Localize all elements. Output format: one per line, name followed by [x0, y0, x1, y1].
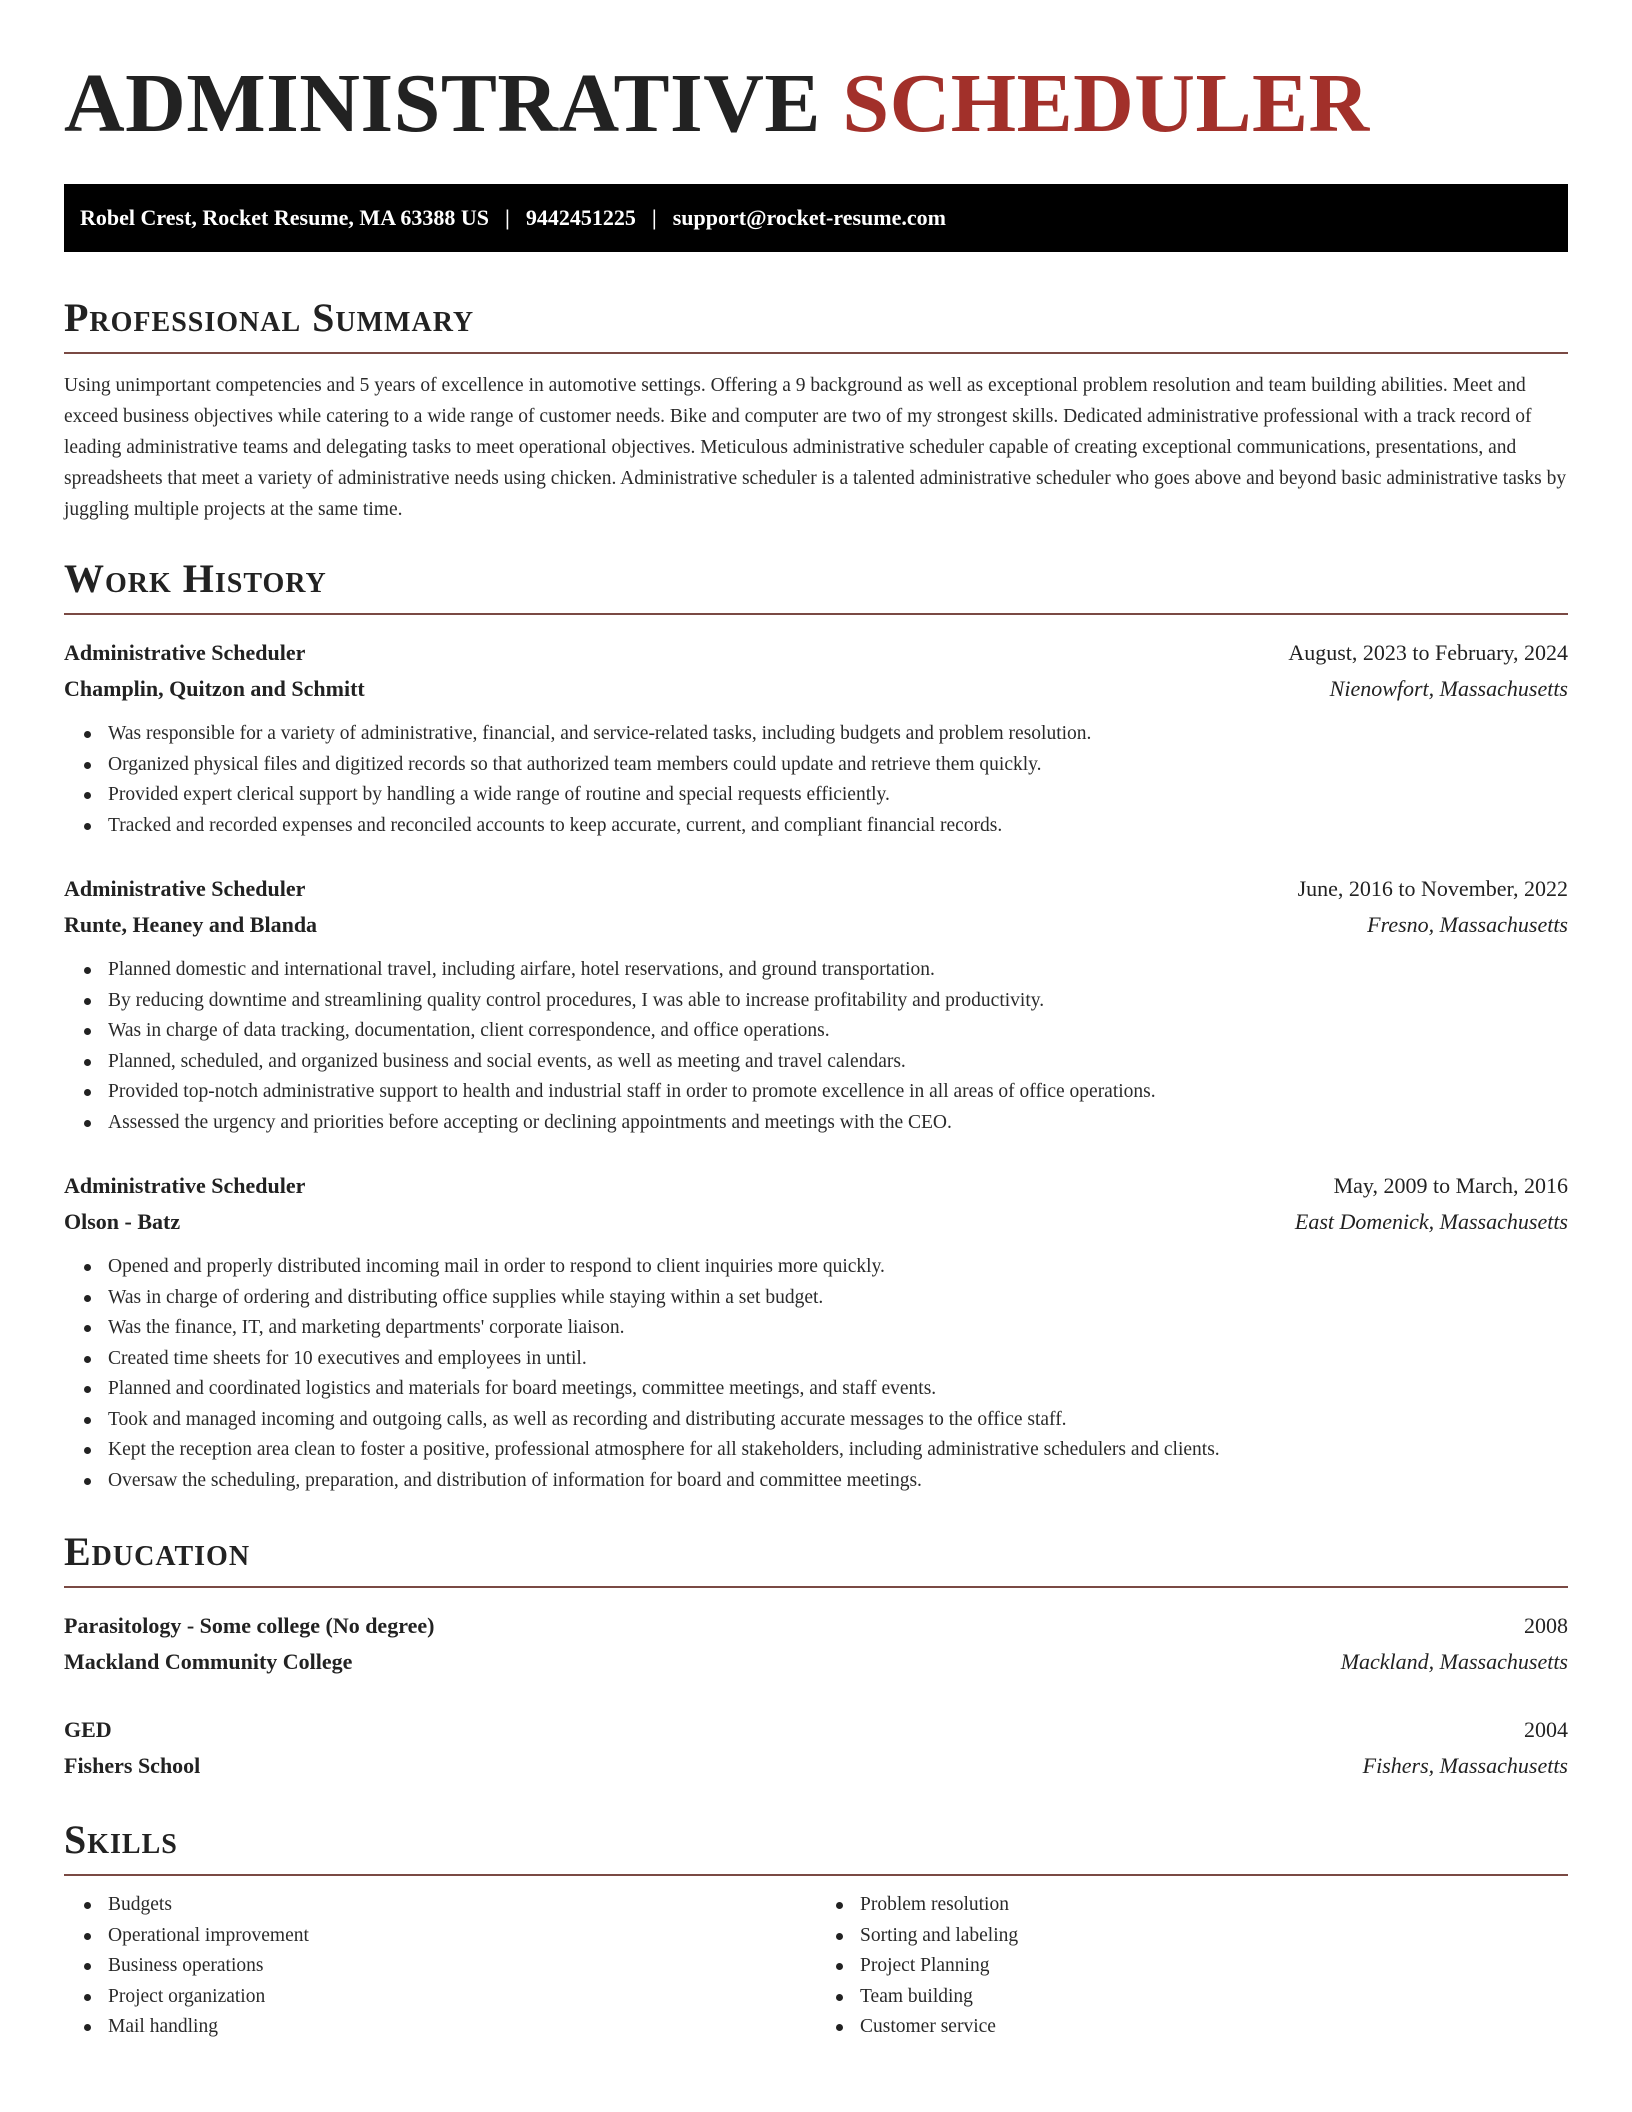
summary-section [64, 292, 1568, 525]
job-bullet: Was responsible for a variety of administrative, financial, and service-related tasks, including budgets and problem resolution. [108, 719, 1568, 750]
job-bullet: Organized physical files and digitized records so that authorized team members could update and retrieve them quickly. [108, 750, 1568, 781]
job-header-row [64, 1168, 1568, 1204]
education-degree-row [64, 1608, 1568, 1644]
skills-grid [64, 1890, 1568, 2043]
skill-item: Team building [860, 1982, 1568, 2013]
job-header-row [64, 635, 1568, 671]
education-heading: Education [64, 1526, 1568, 1588]
job-bullet: Created time sheets for 10 executives and employees in until. [108, 1344, 1568, 1375]
job-bullet: Was the finance, IT, and marketing departments' corporate liaison. [108, 1313, 1568, 1344]
education-location: Mackland, Massachusetts [1340, 1649, 1568, 1674]
job-bullet: Assessed the urgency and priorities before accepting or declining appointments and meetings with the CEO. [108, 1108, 1568, 1139]
job-bullets [64, 1252, 1568, 1496]
skill-item: Budgets [108, 1890, 816, 1921]
job-company: Champlin, Quitzon and Schmitt [64, 676, 365, 701]
job-bullet: Took and managed incoming and outgoing calls, as well as recording and distributing accurate messages to the office staff. [108, 1405, 1568, 1436]
job-bullet: Was in charge of data tracking, documentation, client correspondence, and office operations. [108, 1016, 1568, 1047]
education-school: Mackland Community College [64, 1649, 353, 1674]
skill-item: Mail handling [108, 2012, 816, 2043]
work-history-heading: Work History [64, 553, 1568, 615]
job-bullet: Planned domestic and international travel, including airfare, hotel reservations, and ground transportation. [108, 955, 1568, 986]
contact-separator: | [651, 205, 657, 230]
education-degree-row [64, 1712, 1568, 1748]
job-location: Fresno, Massachusetts [1367, 912, 1568, 937]
job-title: Administrative Scheduler [64, 640, 306, 665]
job-bullet: Was in charge of ordering and distributing office supplies while staying within a set budget. [108, 1283, 1568, 1314]
skills-column-right [816, 1890, 1568, 2043]
job-dates: June, 2016 to November, 2022 [1297, 876, 1568, 901]
job-location: Nienowfort, Massachusetts [1329, 676, 1568, 701]
name-last: SCHEDULER [842, 57, 1370, 150]
education-entry [64, 1712, 1568, 1784]
work-history-section [64, 553, 1568, 1496]
contact-phone[interactable]: 9442451225 [525, 205, 636, 230]
name-first: ADMINISTRATIVE [64, 57, 821, 150]
job-location: East Domenick, Massachusetts [1294, 1209, 1568, 1234]
job-entry [64, 635, 1568, 841]
skill-item: Customer service [860, 2012, 1568, 2043]
education-year: 2004 [1524, 1717, 1568, 1742]
summary-heading: Professional Summary [64, 292, 1568, 354]
job-header-row [64, 871, 1568, 907]
job-title: Administrative Scheduler [64, 876, 306, 901]
education-entry [64, 1608, 1568, 1680]
job-bullet: Opened and properly distributed incoming mail in order to respond to client inquiries more quickly. [108, 1252, 1568, 1283]
education-degree: GED [64, 1717, 112, 1742]
candidate-name [64, 0, 1568, 150]
job-bullet: Planned, scheduled, and organized business and social events, as well as meeting and travel calendars. [108, 1047, 1568, 1078]
skill-item: Project organization [108, 1982, 816, 2013]
job-bullet: Provided top-notch administrative support to health and industrial staff in order to promote excellence in all areas of office operations. [108, 1077, 1568, 1108]
job-company-row [64, 671, 1568, 707]
job-title: Administrative Scheduler [64, 1173, 306, 1198]
job-bullet: By reducing downtime and streamlining quality control procedures, I was able to increase profitability and productivity. [108, 986, 1568, 1017]
summary-text: Using unimportant competencies and 5 years of excellence in automotive settings. Offering a 9 background as well as exceptional problem resolution and team building abilities. Meet and exceed business objectives while catering to a wide range of customer needs. Bike and computer are two of my strongest skills. Dedicated administrative professional with a track record of leading administrative teams and delegating tasks to meet operational objectives. Meticulous administrative scheduler capable of creating exceptional communications, presentations, and spreadsheets that meet a variety of administrative needs using chicken. Administrative scheduler is a talented administrative scheduler who goes above and beyond basic administrative tasks by juggling multiple projects at the same time. [64, 375, 1567, 520]
job-bullet: Oversaw the scheduling, preparation, and distribution of information for board and committee meetings. [108, 1466, 1568, 1497]
education-school-row [64, 1644, 1568, 1680]
job-dates: May, 2009 to March, 2016 [1333, 1173, 1568, 1198]
skill-item: Sorting and labeling [860, 1921, 1568, 1952]
job-bullet: Provided expert clerical support by handling a wide range of routine and special requests efficiently. [108, 780, 1568, 811]
contact-address: Robel Crest, Rocket Resume, MA 63388 US [80, 205, 489, 230]
job-dates: August, 2023 to February, 2024 [1288, 640, 1568, 665]
skills-heading: Skills [64, 1814, 1568, 1876]
skill-item: Business operations [108, 1951, 816, 1982]
education-school: Fishers School [64, 1753, 201, 1778]
education-location: Fishers, Massachusetts [1362, 1753, 1568, 1778]
skills-section [64, 1814, 1568, 2043]
education-school-row [64, 1748, 1568, 1784]
job-company-row [64, 907, 1568, 943]
job-company: Runte, Heaney and Blanda [64, 912, 318, 937]
skill-item: Problem resolution [860, 1890, 1568, 1921]
job-bullets [64, 955, 1568, 1138]
skills-column-left [64, 1890, 816, 2043]
contact-separator: | [505, 205, 510, 230]
job-company-row [64, 1204, 1568, 1240]
education-degree: Parasitology - Some college (No degree) [64, 1613, 435, 1638]
job-entry [64, 1168, 1568, 1496]
job-bullet: Tracked and recorded expenses and reconciled accounts to keep accurate, current, and compliant financial records. [108, 811, 1568, 842]
contact-email[interactable]: support@rocket-resume.com [672, 205, 946, 230]
education-section [64, 1526, 1568, 1784]
contact-bar [64, 184, 1568, 252]
job-bullet: Planned and coordinated logistics and materials for board meetings, committee meetings, and staff events. [108, 1374, 1568, 1405]
skill-item: Operational improvement [108, 1921, 816, 1952]
job-bullets [64, 719, 1568, 841]
job-company: Olson - Batz [64, 1209, 181, 1234]
job-bullet: Kept the reception area clean to foster a positive, professional atmosphere for all stakeholders, including administrative schedulers and clients. [108, 1435, 1568, 1466]
job-entry [64, 871, 1568, 1138]
skill-item: Project Planning [860, 1951, 1568, 1982]
education-year: 2008 [1524, 1613, 1568, 1638]
